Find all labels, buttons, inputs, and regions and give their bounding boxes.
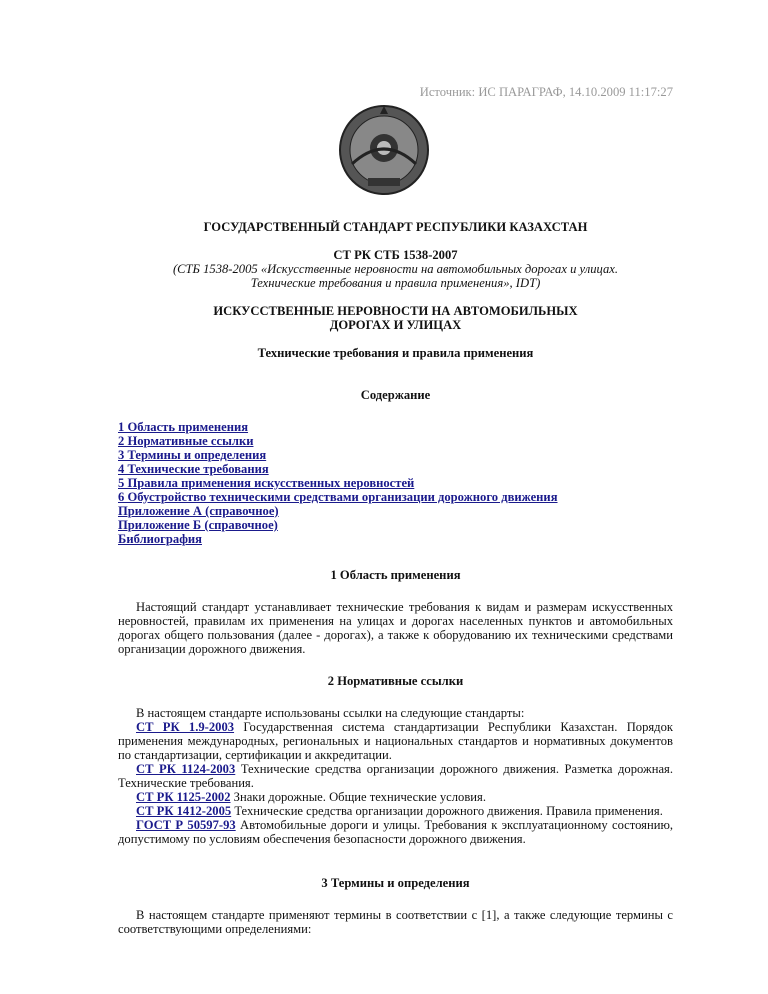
subtitle-line: (СТБ 1538-2005 «Искусственные неровности на автомобильных дорогах и улицах. bbox=[172, 262, 619, 276]
reference-link[interactable]: СТ РК 1.9-2003 bbox=[136, 720, 235, 734]
standard-code: СТ РК СТБ 1538-2007 bbox=[333, 248, 458, 262]
reference-item bbox=[118, 720, 673, 762]
toc-link[interactable]: Библиография bbox=[118, 532, 202, 546]
reference-text: Технические средства организации дорожного движения. Правила применения. bbox=[231, 804, 663, 818]
toc-link[interactable]: 3 Термины и определения bbox=[118, 448, 267, 462]
heading-line: ДОРОГАХ И УЛИЦАХ bbox=[329, 318, 462, 332]
reference-item bbox=[118, 804, 673, 818]
reference-text: Знаки дорожные. Общие технические условия. bbox=[230, 790, 486, 804]
reference-item bbox=[118, 790, 673, 804]
toc-link[interactable]: 2 Нормативные ссылки bbox=[118, 434, 254, 448]
heading-line: ИСКУССТВЕННЫЕ НЕРОВНОСТИ НА АВТОМОБИЛЬНЫХ bbox=[213, 304, 578, 318]
heading-subtitle: Технические требования и правила применения bbox=[257, 346, 534, 360]
toc-link[interactable]: 1 Область применения bbox=[118, 420, 249, 434]
toc-link[interactable]: 5 Правила применения искусственных неровностей bbox=[118, 476, 415, 490]
table-of-contents bbox=[118, 420, 673, 546]
toc-link[interactable]: 4 Технические требования bbox=[118, 462, 269, 476]
reference-link[interactable]: СТ РК 1412-2005 bbox=[136, 804, 232, 818]
section-heading: 1 Область применения bbox=[330, 568, 461, 582]
section-heading: 2 Нормативные ссылки bbox=[327, 674, 464, 688]
toc-link[interactable]: 6 Обустройство техническими средствами организации дорожного движения bbox=[118, 490, 558, 504]
toc-link[interactable]: Приложение А (справочное) bbox=[118, 504, 279, 518]
reference-text: Технические средства организации дорожного движения. Разметка дорожная. Технические требования. bbox=[118, 762, 673, 790]
reference-link[interactable]: ГОСТ Р 50597-93 bbox=[136, 818, 236, 832]
reference-item bbox=[118, 818, 673, 846]
reference-item bbox=[118, 762, 673, 790]
source-line: Источник: ИС ПАРАГРАФ, 14.10.2009 11:17:27 bbox=[419, 85, 673, 99]
document-body bbox=[118, 220, 673, 936]
paragraph: Настоящий стандарт устанавливает технические требования к видам и размерам искусственных неровностей, правилам их применения на улицах и дорогах населенных пунктов и автомобильных дорогах общего пользования (далее - дорогах), а также к оборудованию их техническими средствами организации дорожного движения. bbox=[118, 600, 673, 656]
coat-of-arms-emblem bbox=[338, 104, 430, 196]
reference-text: Государственная система стандартизации Республики Казахстан. Порядок применения международных, региональных и национальных стандартов и нормативных документов по стандартизации, сертификации и аккредитации. bbox=[118, 720, 673, 762]
paragraph: В настоящем стандарте применяют термины в соответствии с [1], а также следующие термины с соответствующими определениями: bbox=[118, 908, 673, 936]
reference-link[interactable]: СТ РК 1124-2003 bbox=[136, 762, 236, 776]
paragraph: В настоящем стандарте использованы ссылки на следующие стандарты: bbox=[136, 706, 525, 720]
toc-title: Содержание bbox=[360, 388, 431, 402]
reference-text: Автомобильные дороги и улицы. Требования к эксплуатационному состоянию, допустимому по условиям обеспечения безопасности дорожного движения. bbox=[118, 818, 673, 846]
toc-link[interactable]: Приложение Б (справочное) bbox=[118, 518, 278, 532]
document-title: ГОСУДАРСТВЕННЫЙ СТАНДАРТ РЕСПУБЛИКИ КАЗАХСТАН bbox=[203, 220, 588, 234]
subtitle-line: Технические требования и правила применения», IDT) bbox=[250, 276, 541, 290]
reference-link[interactable]: СТ РК 1125-2002 bbox=[136, 790, 231, 804]
section-heading: 3 Термины и определения bbox=[321, 876, 470, 890]
